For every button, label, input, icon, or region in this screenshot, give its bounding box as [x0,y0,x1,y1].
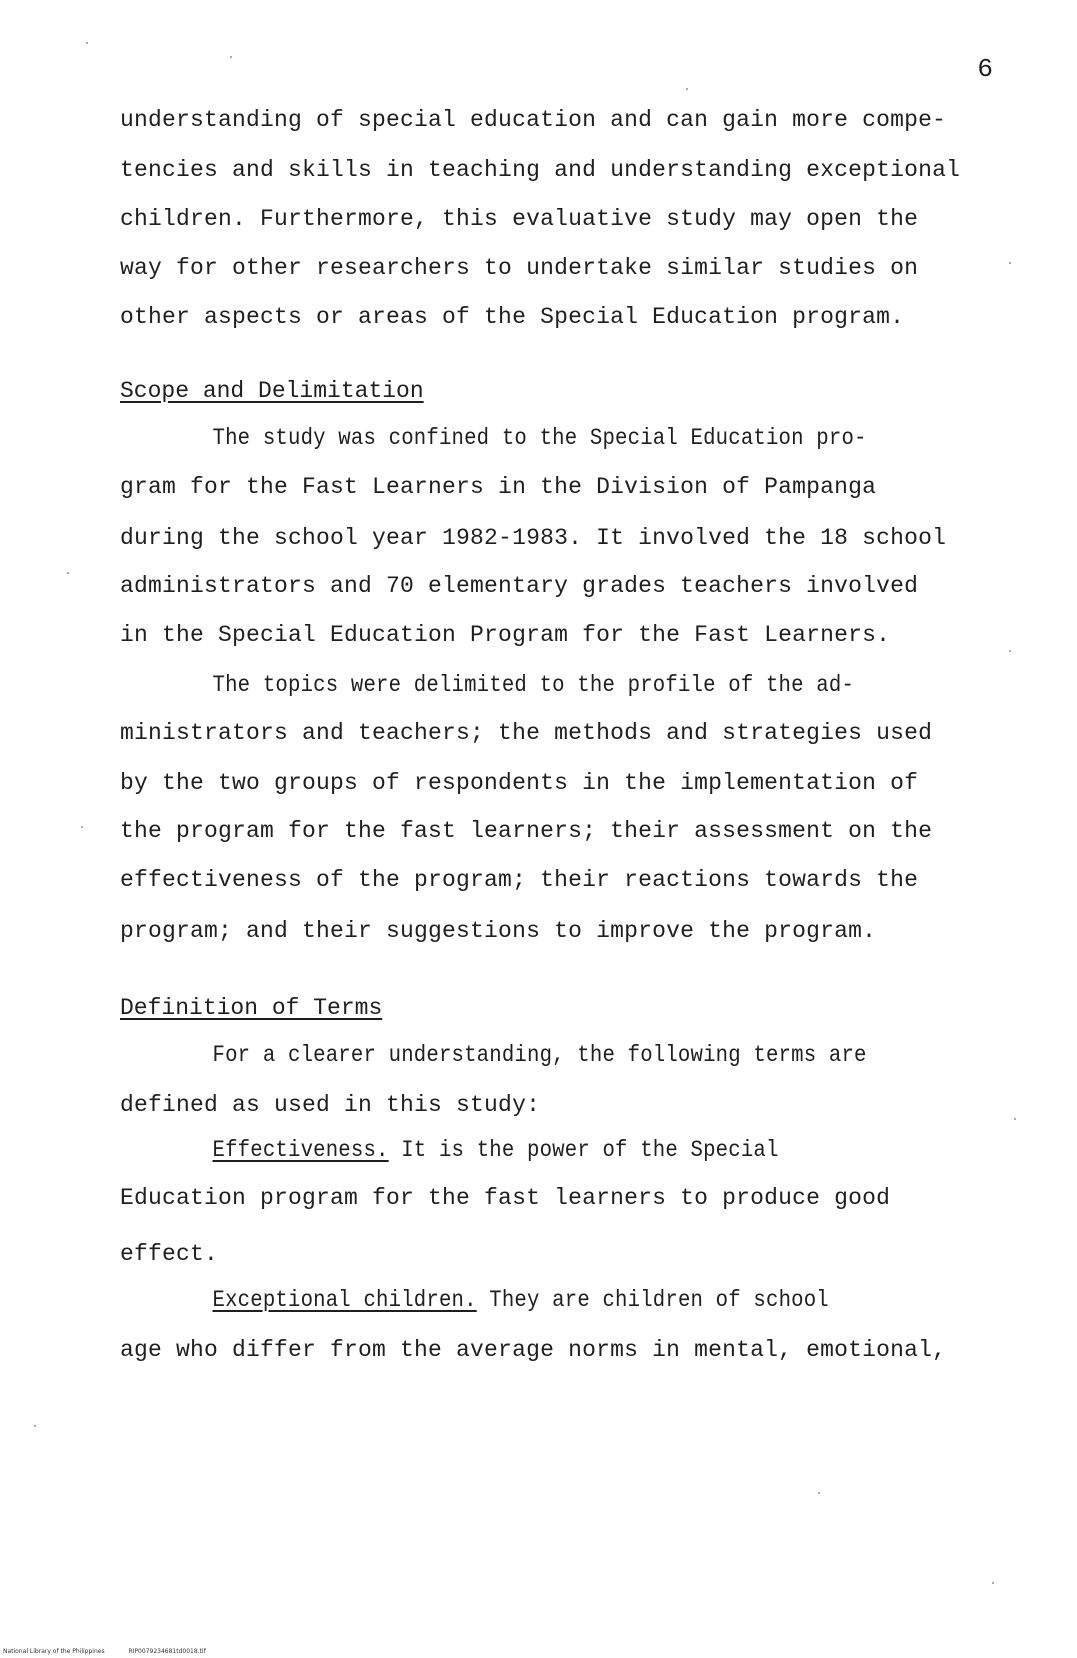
scan-speck [67,572,69,574]
scope-p1-line-2: gram for the Fast Learners in the Division of Pampanga [120,474,877,500]
scan-speck [992,1582,994,1584]
scan-speck [1009,262,1011,264]
scope-p1-line-1: The study was confined to the Special Education pro- [212,425,867,451]
scan-speck [686,88,688,90]
scope-p2-line-1: The topics were delimited to the profile of the ad- [212,672,855,698]
scope-p2-line-6: program; and their suggestions to improve the program. [120,918,877,944]
scan-speck [86,42,88,44]
scope-p2-line-4: the program for the fast learners; their assessment on the [120,818,933,844]
scope-p1-line-3: during the school year 1982-1983. It involved the 18 school [120,525,947,551]
definitions-intro-line-2: defined as used in this study: [120,1092,541,1118]
term-effectiveness: Effectiveness. [212,1137,389,1163]
library-name: National Library of the Philippines [3,1648,105,1655]
scan-speck [34,1425,36,1427]
body-line-1: understanding of special education and can gain more compe- [120,107,947,133]
scope-p1-line-5: in the Special Education Program for the Fast Learners. [120,622,891,648]
definition-exceptional-line-1 [120,1285,1030,1315]
body-line-2: tencies and skills in teaching and understanding exceptional [120,157,961,183]
scan-speck [81,826,83,828]
scan-speck [1014,1118,1016,1120]
scope-p2-line-5: effectiveness of the program; their reactions towards the [120,867,919,893]
scan-speck [230,56,232,58]
definition-effectiveness-line-2: Education program for the fast learners to produce good [120,1185,891,1211]
scope-p1-line-4: administrators and 70 elementary grades teachers involved [120,573,919,599]
body-line-3: children. Furthermore, this evaluative study may open the [120,206,919,232]
definition-exceptional-text-start: They are children of school [476,1287,829,1313]
scan-footer [3,1648,206,1656]
scan-file-name: RIP0079234681td0018.tif [128,1648,206,1655]
section-heading-definitions: Definition of Terms [120,995,383,1021]
scan-speck [1009,650,1011,652]
body-line-4: way for other researchers to undertake similar studies on [120,255,919,281]
definitions-intro-line-1: For a clearer understanding, the following terms are [212,1042,867,1068]
body-line-5: other aspects or areas of the Special Education program. [120,304,905,330]
section-heading-scope: Scope and Delimitation [120,378,424,404]
scan-speck [818,1492,820,1494]
definition-exceptional-line-2: age who differ from the average norms in mental, emotional, [120,1337,947,1363]
term-exceptional-children: Exceptional children. [212,1287,477,1313]
definition-effectiveness-line-3: effect. [120,1241,219,1267]
definition-effectiveness-text-start: It is the power of the Special [388,1137,779,1163]
page-number: 6 [977,54,993,84]
definition-effectiveness-line-1 [120,1135,1030,1165]
scope-p2-line-3: by the two groups of respondents in the implementation of [120,770,919,796]
scope-p2-line-2: ministrators and teachers; the methods and strategies used [120,720,933,746]
